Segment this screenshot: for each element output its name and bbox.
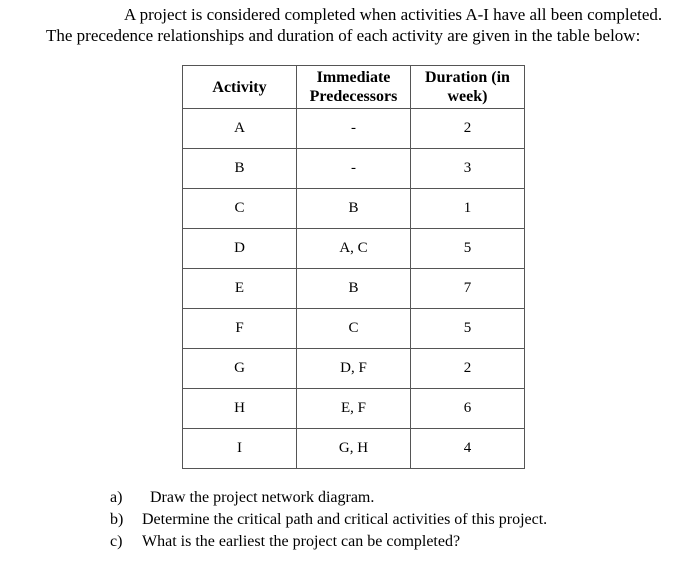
cell-duration: 2 bbox=[411, 109, 525, 149]
cell-predecessors: C bbox=[297, 309, 411, 349]
cell-activity: D bbox=[183, 229, 297, 269]
cell-activity: H bbox=[183, 389, 297, 429]
cell-activity: G bbox=[183, 349, 297, 389]
precedence-table bbox=[182, 65, 525, 469]
cell-predecessors: B bbox=[297, 269, 411, 309]
cell-activity: E bbox=[183, 269, 297, 309]
table-row bbox=[183, 229, 525, 269]
table-row bbox=[183, 269, 525, 309]
header-duration bbox=[411, 66, 525, 109]
cell-activity: B bbox=[183, 149, 297, 189]
cell-duration: 7 bbox=[411, 269, 525, 309]
cell-predecessors: E, F bbox=[297, 389, 411, 429]
table-row bbox=[183, 109, 525, 149]
cell-duration: 4 bbox=[411, 429, 525, 469]
cell-activity: I bbox=[183, 429, 297, 469]
header-predecessors-line-2: Predecessors bbox=[309, 88, 398, 105]
table-row bbox=[183, 189, 525, 229]
cell-predecessors: - bbox=[297, 109, 411, 149]
cell-activity: F bbox=[183, 309, 297, 349]
table-row bbox=[183, 309, 525, 349]
cell-activity: A bbox=[183, 109, 297, 149]
table-row bbox=[183, 149, 525, 189]
cell-duration: 3 bbox=[411, 149, 525, 189]
header-activity: Activity bbox=[183, 66, 297, 109]
cell-duration: 5 bbox=[411, 309, 525, 349]
intro-line-2: The precedence relationships and duration of each activity are given in the table below: bbox=[46, 26, 641, 45]
question-marker: a) bbox=[110, 489, 123, 506]
question-marker: b) bbox=[110, 511, 124, 528]
header-duration-line-2: week) bbox=[447, 88, 488, 105]
table-header-row bbox=[183, 66, 525, 109]
cell-predecessors: A, C bbox=[297, 229, 411, 269]
cell-duration: 2 bbox=[411, 349, 525, 389]
intro-line-1: A project is considered completed when activities A-I have all been completed. bbox=[124, 5, 663, 24]
cell-predecessors: B bbox=[297, 189, 411, 229]
table-row bbox=[183, 429, 525, 469]
cell-duration: 1 bbox=[411, 189, 525, 229]
table-row bbox=[183, 349, 525, 389]
question-text: What is the earliest the project can be completed? bbox=[142, 533, 461, 550]
cell-activity: C bbox=[183, 189, 297, 229]
header-predecessors bbox=[297, 66, 411, 109]
header-predecessors-line-1: Immediate bbox=[316, 69, 391, 86]
header-duration-line-1: Duration (in bbox=[425, 69, 510, 86]
cell-predecessors: - bbox=[297, 149, 411, 189]
question-text: Determine the critical path and critical activities of this project. bbox=[142, 511, 548, 528]
cell-duration: 6 bbox=[411, 389, 525, 429]
question-text: Draw the project network diagram. bbox=[150, 489, 375, 506]
table-row bbox=[183, 389, 525, 429]
question-marker: c) bbox=[110, 533, 123, 550]
cell-duration: 5 bbox=[411, 229, 525, 269]
cell-predecessors: D, F bbox=[297, 349, 411, 389]
cell-predecessors: G, H bbox=[297, 429, 411, 469]
